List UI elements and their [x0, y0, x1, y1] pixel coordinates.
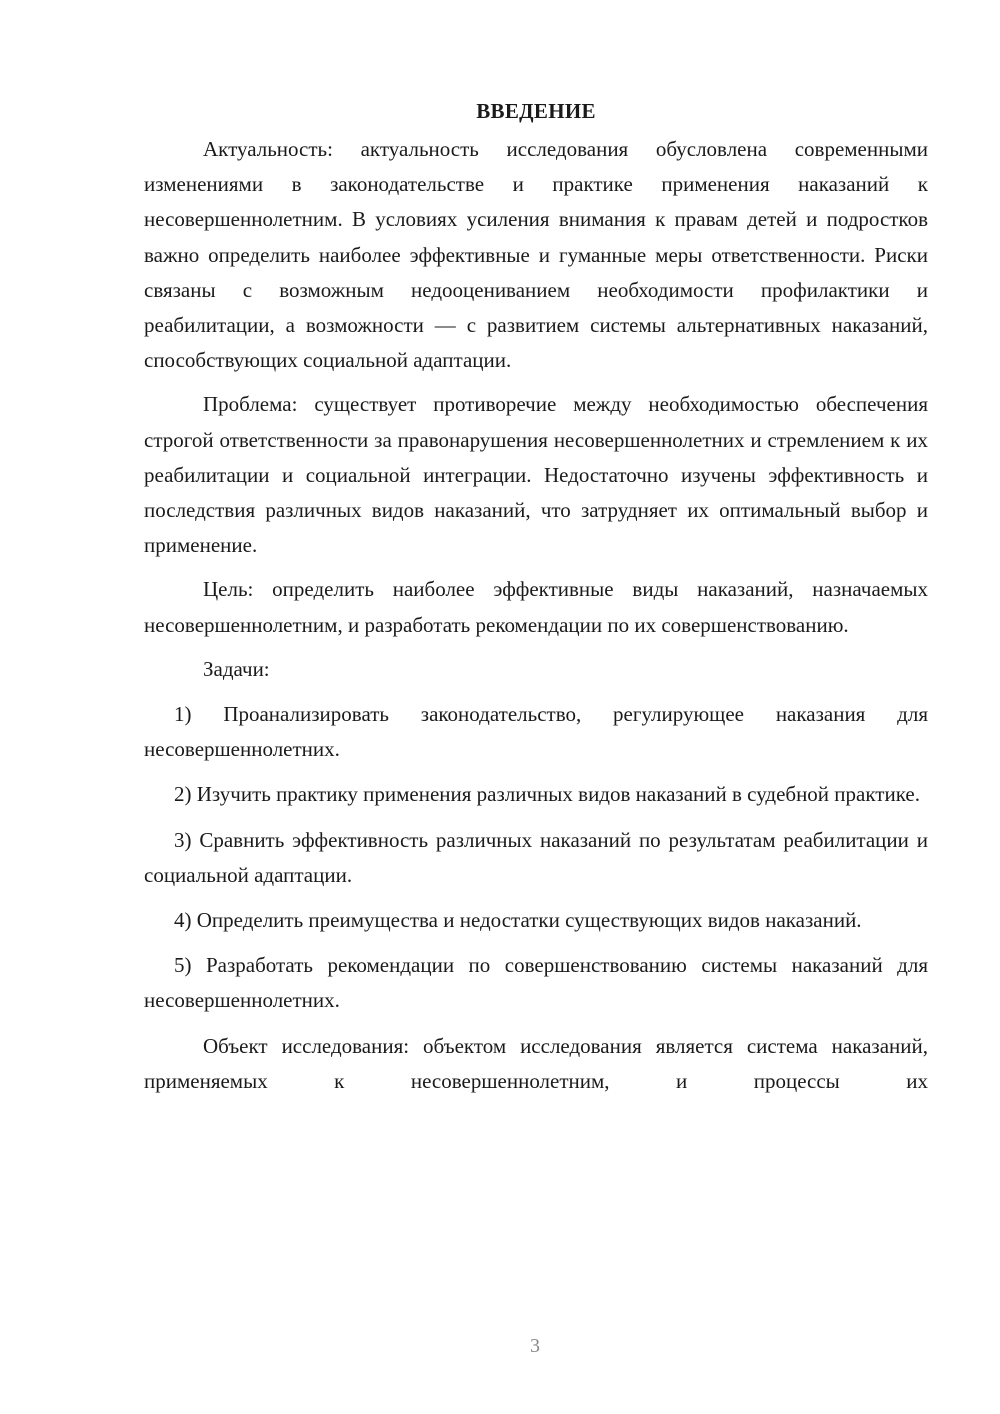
task-item-4: 4) Определить преимущества и недостатки существующих видов наказаний.: [174, 908, 862, 933]
task-item-3: 3) Сравнить эффективность различных наказаний по результатам реабилитации и социальной адаптации.: [144, 827, 928, 887]
task-item-1: 1) Проанализировать законодательство, регулирующее наказания для несовершеннолетних.: [144, 702, 928, 762]
object-paragraph: Объект исследования: объектом исследования является система наказаний, применяемых к несовершеннолетним, и процессы их: [144, 1033, 928, 1093]
relevance-paragraph: Актуальность: актуальность исследования обусловлена современными изменениями в законодательстве и практике применения наказаний к несовершеннолетним. В условиях усиления внимания к правам детей и подростков важно определить наиболее эффективные и гуманные меры ответственности. Риски связаны с возможным недооцениванием необходимости профилактики и реабилитации, а возможности — с развитием системы альтернативных наказаний, способствующих социальной адаптации.: [144, 137, 928, 373]
task-item-2: 2) Изучить практику применения различных видов наказаний в судебной практике.: [174, 782, 920, 807]
task-item-5: 5) Разработать рекомендации по совершенствованию системы наказаний для несовершеннолетних.: [144, 953, 928, 1013]
goal-paragraph: Цель: определить наиболее эффективные виды наказаний, назначаемых несовершеннолетним, и разработать рекомендации по их совершенствованию.: [144, 577, 928, 637]
problem-paragraph: Проблема: существует противоречие между необходимостью обеспечения строгой ответственности за правонарушения несовершеннолетних и стремлением к их реабилитации и социальной интеграции. Недостаточно изучены эффективность и последствия различных видов наказаний, что затрудняет их оптимальный выбор и применение.: [144, 392, 928, 558]
page-number: 3: [530, 1335, 540, 1357]
page-body: [144, 94, 928, 1108]
tasks-heading: Задачи:: [203, 656, 270, 681]
page-title: ВВЕДЕНИЕ: [476, 99, 596, 123]
